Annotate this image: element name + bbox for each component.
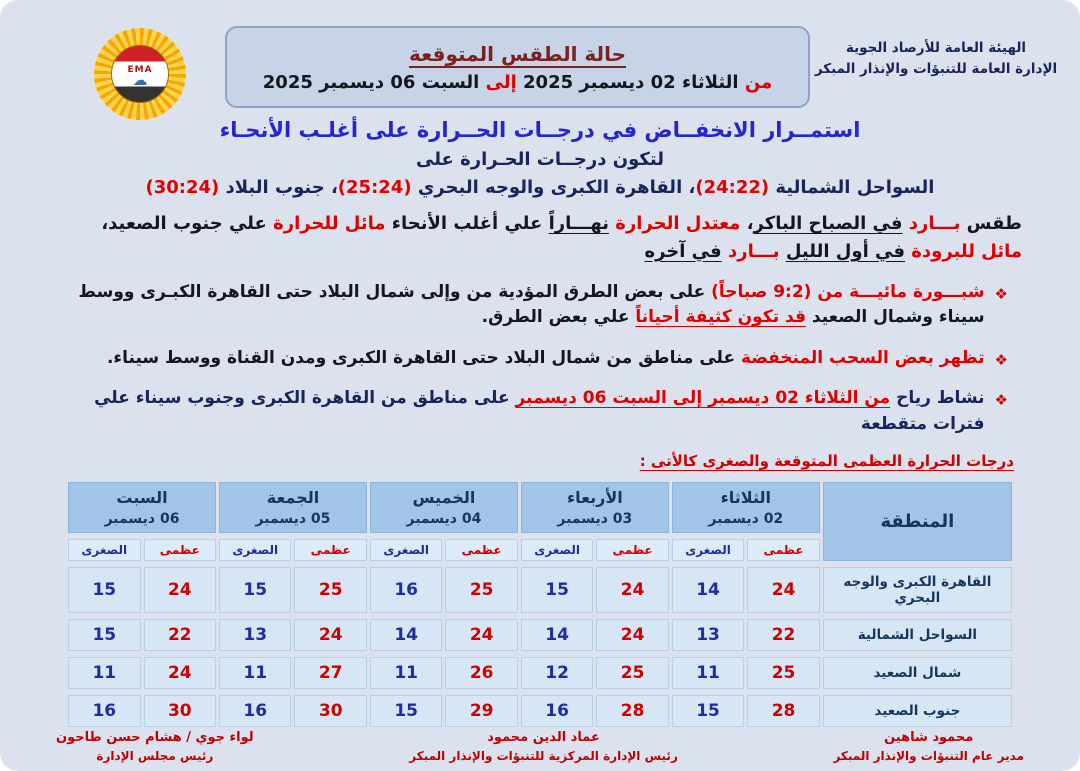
table-row (68, 619, 1012, 651)
bullet-wind-activity-text (40, 386, 985, 437)
min-temp-cell: 13 (219, 619, 291, 651)
summary-subline: لتكون درجــات الحـرارة على (415, 149, 664, 170)
region-column-header: المنطقة (823, 482, 1012, 561)
day-date: 06 ديسمبر (104, 511, 180, 528)
day-date: 05 ديسمبر (255, 511, 331, 528)
min-temp-cell: 14 (672, 567, 744, 613)
bullet-fog-text (40, 280, 985, 331)
min-temp-cell: 15 (672, 695, 744, 727)
max-temp-cell: 24 (144, 567, 216, 613)
text-segment: نشاط رياح (890, 388, 985, 409)
summary-headline: استمــرار الانخفــاض في درجــات الحــرارة على أغلـب الأنحـاء (219, 118, 861, 142)
ema-logo (80, 28, 200, 120)
min-temp-cell: 16 (521, 695, 593, 727)
text-segment: ، جنوب البلاد (219, 177, 338, 198)
day-header (521, 482, 669, 533)
min-temp-cell: 15 (68, 619, 141, 651)
text-segment: بـــارد (727, 240, 780, 262)
text-segment: على مناطق من القاهرة الكبرى وجنوب سيناء علي فترات متقطعة (94, 388, 985, 434)
max-subheader: عظمى (596, 539, 668, 561)
region-name-cell: جنوب الصعيد (823, 695, 1012, 727)
max-temp-cell: 29 (445, 695, 517, 727)
min-temp-cell: 15 (370, 695, 442, 727)
min-subheader: الصغرى (68, 539, 141, 561)
region-name-cell: القاهرة الكبرى والوجه البحري (823, 567, 1012, 613)
max-temp-cell: 30 (294, 695, 366, 727)
min-temp-cell: 11 (370, 657, 442, 689)
table-days-header-row (68, 482, 1012, 533)
day-date: 03 ديسمبر (557, 511, 633, 528)
temperature-table (65, 476, 1015, 733)
bullet-low-clouds-text (107, 346, 985, 372)
region-name-cell: شمال الصعيد (823, 657, 1012, 689)
max-temp-cell: 27 (294, 657, 366, 689)
bulletin-title: حالة الطقس المتوقعة (409, 41, 626, 66)
signature-board-chairman (56, 728, 254, 766)
max-temp-cell: 24 (596, 567, 668, 613)
bulletin-date-range (263, 72, 772, 93)
min-temp-cell: 16 (68, 695, 141, 727)
text-segment: السبت 06 ديسمبر 2025 (262, 71, 480, 93)
text-segment: في الصباح الباكر (753, 213, 903, 234)
text-segment: (25:24) (337, 177, 412, 198)
day-header (672, 482, 820, 533)
text-segment: نهـــاراً (548, 213, 609, 234)
max-temp-cell: 24 (144, 657, 216, 689)
organization-names (808, 38, 1064, 80)
text-segment: (24:22) (695, 177, 770, 198)
max-temp-cell: 30 (144, 695, 216, 727)
text-segment: علي بعض الطرق. (481, 307, 636, 328)
table-row (68, 695, 1012, 727)
max-temp-cell: 22 (747, 619, 819, 651)
signature-title: رئيس مجلس الإدارة (96, 749, 214, 763)
text-segment: الثلاثاء 02 ديسمبر 2025 (516, 71, 739, 93)
min-temp-cell: 14 (370, 619, 442, 651)
min-temp-cell: 13 (672, 619, 744, 651)
bullet-wind-activity (40, 386, 1008, 437)
min-temp-cell: 15 (521, 567, 593, 613)
signature-director-general (833, 728, 1024, 766)
day-header (370, 482, 518, 533)
max-subheader: عظمى (294, 539, 366, 561)
text-segment: على مناطق من شمال البلاد حتى القاهرة الكبرى ومدن القناة ووسط سيناء. (106, 347, 736, 368)
sun-logo-rays (94, 28, 186, 120)
diamond-bullet-icon: ❖ (994, 284, 1008, 303)
text-segment: ، القاهرة الكبرى والوجه البحري (411, 177, 696, 198)
max-temp-cell: 26 (445, 657, 517, 689)
cloud-icon: ☁ (132, 71, 148, 89)
max-temp-cell: 24 (596, 619, 668, 651)
min-temp-cell: 11 (68, 657, 141, 689)
min-subheader: الصغرى (219, 539, 291, 561)
signature-central-admin-head (409, 728, 678, 766)
text-segment: تظهر بعض السحب المنخفضة (735, 347, 985, 368)
forecast-bullet-list (40, 280, 1008, 438)
min-temp-cell: 15 (219, 567, 291, 613)
min-temp-cell: 11 (672, 657, 744, 689)
bullet-low-clouds (40, 346, 1008, 372)
max-subheader: عظمى (445, 539, 517, 561)
text-segment: من (738, 71, 773, 93)
text-segment: السواحل الشمالية (769, 177, 935, 198)
day-name: الجمعة (266, 488, 320, 508)
day-name: الثلاثاء (720, 488, 771, 508)
max-temp-cell: 24 (294, 619, 366, 651)
signatures-footer (0, 728, 1080, 766)
diamond-bullet-icon: ❖ (994, 391, 1008, 410)
signature-name: لواء جوي / هشام حسن طاحون (56, 729, 254, 745)
min-subheader: الصغرى (370, 539, 442, 561)
text-segment: في أول الليل (785, 240, 906, 262)
text-segment: على بعض الطرق المؤدية من وإلى شمال البلاد حتى القاهرة الكبـرى ووسط سيناء وشمال الصعيد (78, 281, 985, 328)
max-temp-cell: 25 (445, 567, 517, 613)
text-segment: من الثلاثاء 02 ديسمبر إلى السبت 06 ديسمبر (515, 388, 891, 409)
day-name: الأربعاء (566, 488, 623, 508)
region-name-cell: السواحل الشمالية (823, 619, 1012, 651)
text-segment: علي أغلب الأنحاء (385, 213, 549, 234)
max-temp-cell: 24 (445, 619, 517, 651)
min-subheader: الصغرى (521, 539, 593, 561)
max-temp-cell: 25 (294, 567, 366, 613)
text-segment: معتدل الحرارة (608, 213, 741, 234)
text-segment: علي جنوب الصعيد، (101, 213, 267, 234)
text-segment: شبـــورة مائيـــة من (9:2 صباحاً) (705, 281, 985, 302)
text-segment: مائل للحرارة (266, 213, 386, 234)
max-subheader: عظمى (144, 539, 216, 561)
max-temp-cell: 25 (596, 657, 668, 689)
min-temp-cell: 15 (68, 567, 141, 613)
ema-logo-text: EMA (127, 65, 153, 75)
text-segment: مائل للبرودة (905, 240, 1022, 262)
min-temp-cell: 14 (521, 619, 593, 651)
text-segment: في آخره (644, 240, 722, 262)
max-temp-cell: 28 (596, 695, 668, 727)
min-temp-cell: 16 (219, 695, 291, 727)
day-header (219, 482, 367, 533)
ema-logo-emblem (111, 45, 169, 103)
text-segment: قد تكون كثيفة أحياناً (635, 307, 806, 328)
text-segment: (30:24) (145, 177, 220, 198)
max-temp-cell: 22 (144, 619, 216, 651)
max-temp-cell: 24 (747, 567, 819, 613)
day-date: 04 ديسمبر (406, 511, 482, 528)
diamond-bullet-icon: ❖ (994, 350, 1008, 369)
max-temp-cell: 25 (747, 657, 819, 689)
max-temp-cell: 28 (747, 695, 819, 727)
min-subheader: الصغرى (672, 539, 744, 561)
bulletin-body (0, 118, 1080, 733)
bullet-fog (40, 280, 1008, 331)
day-date: 02 ديسمبر (708, 511, 784, 528)
min-temp-cell: 12 (521, 657, 593, 689)
table-row (68, 657, 1012, 689)
signature-name: محمود شاهين (884, 729, 974, 745)
signature-title: رئيس الإدارة المركزية للتنبؤات والإنذار المبكر (409, 749, 678, 763)
max-subheader: عظمى (747, 539, 819, 561)
text-segment: ، (740, 213, 754, 234)
table-row (68, 567, 1012, 613)
conditions-paragraph (58, 210, 1022, 266)
temperature-table-title: درجات الحرارة العظمى المتوقعة والصغرى كالأتى : (639, 452, 1014, 471)
min-temp-cell: 11 (219, 657, 291, 689)
text-segment: إلى (479, 71, 517, 93)
signature-title: مدير عام التنبؤات والإنذار المبكر (833, 749, 1024, 763)
day-name: السبت (116, 488, 168, 508)
text-segment: طقس (960, 213, 1022, 234)
text-segment: بـــارد (902, 213, 961, 234)
day-header (68, 482, 216, 533)
min-temp-cell: 16 (370, 567, 442, 613)
org-department-name: الإدارة العامة للتنبؤات والإنذار المبكر (814, 60, 1058, 77)
org-authority-name: الهيئة العامة للأرصاد الجوية (845, 40, 1027, 56)
signature-name: عماد الدين محمود (487, 729, 600, 745)
bulletin-title-box (225, 26, 810, 108)
day-name: الخميس (412, 488, 476, 508)
temperature-ranges-line (0, 177, 1080, 198)
